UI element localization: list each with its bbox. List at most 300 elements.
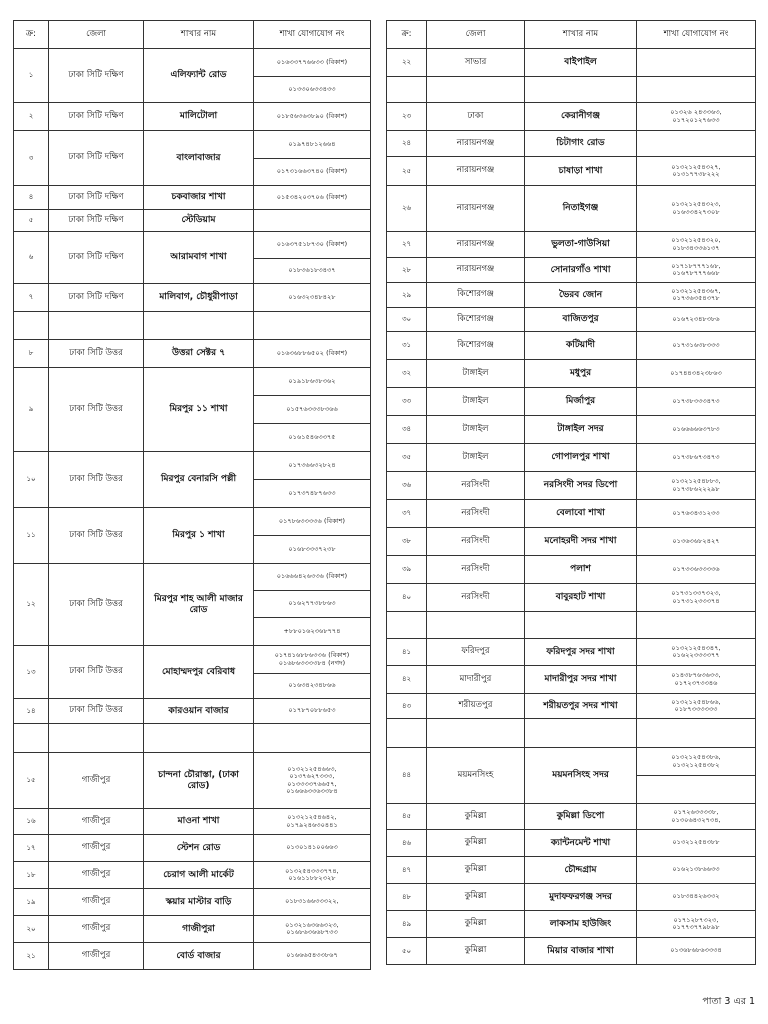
branch-name-cell: স্কয়ার মাস্টার বাড়ি — [144, 889, 254, 916]
phone-number: ০১৭২৩৭৩৩৪৬ — [674, 679, 718, 687]
serial-cell — [14, 724, 49, 753]
phone-number: ০১৭৩৮৬২২২৯৮ — [672, 485, 720, 493]
phone-number: ০১৮৩৬১৮৩৪৩৭ — [288, 267, 336, 275]
page-footer: পাতা 3 এর 1 — [702, 996, 755, 1007]
district-cell: গাজীপুর — [49, 753, 144, 809]
contact-cell — [637, 857, 756, 884]
serial-cell: ৪৮ — [387, 884, 427, 911]
phone-number: ০১৭১২৮৭৩২৩, — [673, 916, 719, 924]
table-row — [14, 49, 371, 77]
table-row — [14, 809, 371, 835]
table-row — [387, 719, 756, 748]
branch-name-cell: পলাশ — [525, 556, 637, 584]
district-cell: নারায়নগঞ্জ — [427, 258, 525, 283]
district-cell — [427, 77, 525, 103]
district-cell: নারায়নগঞ্জ — [427, 186, 525, 232]
branch-name-cell: কেরানীগঞ্জ — [525, 103, 637, 131]
branch-name-cell: চৌদ্দগ্রাম — [525, 857, 637, 884]
contact-cell — [254, 232, 371, 259]
table-row — [14, 284, 371, 312]
serial-cell: ৪ — [14, 186, 49, 210]
phone-number: ০১৩২১২৫৪৩৬৭, — [671, 287, 721, 295]
branch-name-cell: মালিটোলা — [144, 103, 254, 131]
contact-cell — [637, 49, 756, 77]
phone-number: ০১৩২১২৫৪৬৬৩, — [287, 766, 337, 774]
table-row — [387, 556, 756, 584]
branch-name-cell — [525, 612, 637, 639]
serial-cell: ১৪ — [14, 699, 49, 724]
phone-number: ০১৬৩৬৮৮৬৫০২ (বিকাশ) — [276, 349, 348, 357]
branch-name-cell: ক্যান্টনমেন্ট শাখা — [525, 830, 637, 857]
serial-cell: ৩১ — [387, 332, 427, 360]
district-cell: কিশোরগঞ্জ — [427, 332, 525, 360]
contact-cell — [637, 528, 756, 556]
phone-number: ০১৭৮৭০৮৮৬৫৩ — [288, 707, 336, 715]
contact-cell — [637, 884, 756, 911]
district-cell: নরসিংদী — [427, 472, 525, 500]
contact-cell — [637, 666, 756, 694]
phone-number: ০১৩২১২৫৪৩৮২ — [672, 761, 720, 769]
serial-cell: ৪৬ — [387, 830, 427, 857]
serial-cell: ৩২ — [387, 360, 427, 388]
table-row — [387, 584, 756, 612]
branch-name-cell: চিটাগাং রোড — [525, 131, 637, 157]
phone-number: ০১৮৩১৬৬৩৩৩২২, — [285, 898, 339, 906]
phone-number: ০১৬২২৩৩৩৩৭৭ — [672, 652, 720, 659]
table-row — [14, 943, 371, 970]
serial-cell: ১৫ — [14, 753, 49, 809]
serial-cell: ১৭ — [14, 835, 49, 862]
branch-name-cell — [144, 724, 254, 753]
serial-cell: ৫০ — [387, 938, 427, 965]
branch-name-cell: ময়মনসিংহ সদর — [525, 748, 637, 804]
serial-cell: ২৩ — [387, 103, 427, 131]
district-cell: ঢাকা সিটি উত্তর — [49, 508, 144, 564]
table-row — [387, 77, 756, 103]
contact-cell — [637, 472, 756, 500]
table-row — [387, 666, 756, 694]
header-serial: ক্র: — [14, 21, 49, 49]
district-cell — [49, 724, 144, 753]
table-row — [387, 911, 756, 938]
table-row — [387, 258, 756, 283]
contact-cell — [254, 889, 371, 916]
table-row — [387, 186, 756, 232]
branch-name-cell: ফরিদপুর সদর শাখা — [525, 639, 637, 666]
branch-name-cell: স্টেডিয়াম — [144, 210, 254, 232]
district-cell: কুমিল্লা — [427, 804, 525, 830]
district-cell: কুমিল্লা — [427, 884, 525, 911]
district-cell: কিশোরগঞ্জ — [427, 283, 525, 308]
serial-cell: ৮ — [14, 340, 49, 368]
phone-number: ০১৩১৭৭৩৮২২২ — [672, 171, 720, 178]
phone-number: ০১৬৮৬৩৬৬৮৭৩৩ — [286, 929, 338, 936]
contact-cell — [637, 77, 756, 103]
contact-cell — [637, 830, 756, 857]
phone-number: ০১৭৩৭৪৮৭৬৩৩ — [288, 489, 336, 497]
phone-number: ০১৬১১৮৮২৩২৮ — [288, 875, 336, 882]
serial-cell: ৩৩ — [387, 388, 427, 416]
contact-cell — [254, 916, 371, 943]
district-cell: ঢাকা সিটি উত্তর — [49, 699, 144, 724]
district-cell: নরসিংদী — [427, 500, 525, 528]
header-row — [14, 21, 371, 49]
phone-number: ০১৩২১২৫৪৮৬৬, — [671, 698, 721, 706]
contact-cell — [254, 943, 371, 970]
branch-name-cell: বোর্ড বাজার — [144, 943, 254, 970]
table-row — [387, 804, 756, 830]
branch-name-cell: মিরপুর ১ শাখা — [144, 508, 254, 564]
serial-cell: ৩৫ — [387, 444, 427, 472]
branch-table-left — [13, 20, 371, 970]
serial-cell: ৫ — [14, 210, 49, 232]
branch-name-cell: বাইপাইল — [525, 49, 637, 77]
phone-number: ০১৬২৭৭৩৮৮৬৩ — [288, 600, 336, 608]
phone-number: ০১৬৬৬৬৬৩৭৮৩ — [672, 425, 720, 433]
district-cell: নারায়নগঞ্জ — [427, 131, 525, 157]
district-cell: ঢাকা সিটি উত্তর — [49, 368, 144, 452]
contact-cell — [254, 312, 371, 340]
district-cell: কুমিল্লা — [427, 857, 525, 884]
district-cell: গাজীপুর — [49, 916, 144, 943]
contact-cell — [637, 258, 756, 283]
contact-cell — [637, 388, 756, 416]
district-cell: কুমিল্লা — [427, 911, 525, 938]
serial-cell: ৪৭ — [387, 857, 427, 884]
contact-cell — [637, 556, 756, 584]
phone-number: ০১৩০৬৪৩২৭৩৪, — [671, 816, 721, 824]
table-row — [14, 862, 371, 889]
phone-number: ০১৭৯২৪৬৩০৪৪১ — [286, 821, 338, 829]
district-cell: ঢাকা সিটি উত্তর — [49, 564, 144, 646]
serial-cell: ১ — [14, 49, 49, 103]
district-cell: টাঙ্গাইল — [427, 360, 525, 388]
district-cell: টাঙ্গাইল — [427, 388, 525, 416]
district-cell: নারায়নগঞ্জ — [427, 157, 525, 186]
branch-name-cell: মাওনা শাখা — [144, 809, 254, 835]
contact-cell — [254, 724, 371, 753]
contact-cell — [254, 210, 371, 232]
phone-number: ০১৩২১২৫৪৬৪২, — [287, 814, 337, 822]
contact-cell — [637, 157, 756, 186]
phone-number: ০১৬৩৩৭৭৬৬৩৩ (বিকাশ) — [276, 58, 348, 66]
table-row — [14, 646, 371, 674]
contact-cell — [254, 809, 371, 835]
serial-cell: ৩৯ — [387, 556, 427, 584]
phone-number: ০১৭৩৩৬৩৩৩৩৬ — [672, 565, 720, 573]
serial-cell: ২০ — [14, 916, 49, 943]
contact-cell — [637, 308, 756, 332]
phone-number: ০১৮৩৪৩৩৬১৩৭ — [672, 244, 720, 252]
contact-cell — [254, 862, 371, 889]
contact-cell — [637, 612, 756, 639]
phone-number: ০১৭৩১৬৩৮৩৩৩ — [672, 341, 720, 349]
contact-cell — [254, 284, 371, 312]
phone-number: ০১৬৭২৩৪৮৩৮৬ — [672, 315, 720, 323]
phone-number: ০১৭৩১২৩৩৩৭৪ — [672, 597, 720, 605]
branch-name-cell: চকবাজার শাখা — [144, 186, 254, 210]
phone-number: ০১৩০১৪১০০৬৬৩ — [286, 844, 338, 852]
branch-name-cell: কারওয়ান বাজার — [144, 699, 254, 724]
serial-cell: ৬ — [14, 232, 49, 284]
table-row — [14, 312, 371, 340]
phone-number: ০১৮৫৬৩৬৩৮৯০ (বিকাশ) — [276, 112, 348, 120]
table-row — [14, 564, 371, 591]
contact-cell — [254, 424, 371, 452]
phone-number: ০১৩২৫৪৩৩৩৭৭৪, — [285, 867, 339, 875]
district-cell: নরসিংদী — [427, 584, 525, 612]
phone-number: ০১৮৭৩৩৩৩৩৩ — [674, 706, 718, 713]
table-row — [387, 884, 756, 911]
serial-cell: ৩৬ — [387, 472, 427, 500]
phone-number: ০১৬৩৭৫১৮৭৩০ (বিকাশ) — [276, 241, 348, 249]
phone-number: ০১৮৩৪৪২৬৩৩২ — [672, 893, 720, 901]
contact-cell — [254, 646, 371, 674]
phone-number: ০১৭৩৮৩৩৩৪৭৩ — [672, 397, 720, 405]
district-cell: ঢাকা সিটি দক্ষিণ — [49, 284, 144, 312]
header-serial: ক্র: — [387, 21, 427, 49]
branch-name-cell: গোপালপুর শাখা — [525, 444, 637, 472]
district-cell: মাদারীপুর — [427, 666, 525, 694]
contact-cell — [637, 500, 756, 528]
serial-cell: ১৯ — [14, 889, 49, 916]
contact-cell — [254, 536, 371, 564]
branch-name-cell: উত্তরা সেক্টর ৭ — [144, 340, 254, 368]
phone-number: ০১৩৬৮৬৮৬৩৩৩৪ — [670, 947, 722, 955]
branch-name-cell: মিরপুর বেনারসি পল্লী — [144, 452, 254, 508]
phone-number: ০১৬৬৬৫৪৩৩৮৬৭ — [286, 952, 338, 960]
branch-name-cell: মাদারীপুর সদর শাখা — [525, 666, 637, 694]
contact-cell — [254, 618, 371, 646]
phone-number: ০১৬৩২৩৪৮৪২৮ — [288, 293, 336, 301]
serial-cell: ৩৪ — [387, 416, 427, 444]
table-row — [387, 472, 756, 500]
phone-number: ০১৭২০১২৭৬৩৩ — [672, 116, 720, 124]
branch-name-cell: মিরপুর শাহ আলী মাজার রোড — [144, 564, 254, 646]
table-row — [14, 340, 371, 368]
phone-number: ০১৩২৬ ২৪৩৩৬৩, — [670, 109, 722, 117]
phone-number: ০১৭৩১৩৩৭৩২৩, — [671, 590, 721, 598]
branch-name-cell: টাঙ্গাইল সদর — [525, 416, 637, 444]
phone-number: ০১৬২১৩৮৬৬৩৩ — [672, 866, 720, 874]
contact-cell — [637, 719, 756, 748]
serial-cell: ৪৫ — [387, 804, 427, 830]
contact-cell — [637, 332, 756, 360]
district-cell: সাভার — [427, 49, 525, 77]
serial-cell: ৩০ — [387, 308, 427, 332]
serial-cell: ২৪ — [387, 131, 427, 157]
contact-cell — [254, 186, 371, 210]
header-contact: শাখা যোগাযোগ নং — [254, 21, 371, 49]
branch-name-cell: বেলাবো শাখা — [525, 500, 637, 528]
branch-name-cell: চান্দনা চৌরাস্তা, (ঢাকা রোড) — [144, 753, 254, 809]
serial-cell: ৭ — [14, 284, 49, 312]
contact-cell — [637, 416, 756, 444]
table-row — [387, 360, 756, 388]
contact-cell — [637, 444, 756, 472]
table-row — [387, 748, 756, 776]
district-cell — [427, 612, 525, 639]
serial-cell: ৪০ — [387, 584, 427, 612]
header-branch: শাখার নাম — [525, 21, 637, 49]
serial-cell: ৪৪ — [387, 748, 427, 804]
phone-number: ০১৩২১২৫৪৩৮৬, — [671, 754, 721, 762]
serial-cell: ১৮ — [14, 862, 49, 889]
contact-cell — [254, 368, 371, 396]
contact-cell — [637, 584, 756, 612]
table-row — [14, 232, 371, 259]
district-cell: নরসিংদী — [427, 528, 525, 556]
table-row — [14, 508, 371, 536]
contact-cell — [254, 103, 371, 131]
table-row — [387, 639, 756, 666]
phone-number: ০১৪৩৮৭৬৩৬৩৩, — [671, 672, 721, 680]
phone-number: ০১৩৭৬২৭৩৩৩, — [289, 773, 335, 781]
serial-cell: ৯ — [14, 368, 49, 452]
contact-cell — [637, 639, 756, 666]
table-row — [14, 103, 371, 131]
phone-number: ০১৩২১৬৩৬৬৩২৩, — [285, 921, 339, 929]
branch-name-cell: মধুপুর — [525, 360, 637, 388]
serial-cell: ৪২ — [387, 666, 427, 694]
serial-cell: ২৯ — [387, 283, 427, 308]
contact-cell — [254, 77, 371, 103]
phone-number: ০১৩৩০৬৩৩৪৩৩ — [288, 85, 336, 93]
branch-name-cell: বাংলাবাজার — [144, 131, 254, 186]
branch-name-cell — [144, 312, 254, 340]
district-cell: কুমিল্লা — [427, 938, 525, 965]
district-cell: ময়মনসিংহ — [427, 748, 525, 804]
branch-name-cell: আরামবাগ শাখা — [144, 232, 254, 284]
district-cell: ফরিদপুর — [427, 639, 525, 666]
serial-cell — [387, 612, 427, 639]
contact-cell — [254, 259, 371, 284]
table-row — [14, 889, 371, 916]
serial-cell: ২৫ — [387, 157, 427, 186]
branch-name-cell: শরীয়তপুর সদর শাখা — [525, 694, 637, 719]
district-cell: শরীয়তপুর — [427, 694, 525, 719]
phone-number: ০১৯১৮৬৩৮৩৬২ — [288, 377, 336, 385]
branch-name-cell — [525, 77, 637, 103]
table-row — [14, 186, 371, 210]
contact-cell — [254, 674, 371, 699]
district-cell: ঢাকা সিটি দক্ষিণ — [49, 103, 144, 131]
district-cell: নারায়নগঞ্জ — [427, 232, 525, 258]
serial-cell: ৪১ — [387, 639, 427, 666]
table-row — [387, 308, 756, 332]
branch-name-cell: স্টেশন রোড — [144, 835, 254, 862]
phone-number: ০১৭৬৩৪৩১২৩৩ — [672, 509, 720, 517]
phone-number: ০১৬৮৬৩৩৩৩৮৪ (নগদ) — [278, 659, 346, 667]
contact-cell — [254, 452, 371, 480]
phone-number: ০১৯৭৪৮১২৬৬৪ — [288, 140, 336, 148]
phone-number: ০১৩২১২৫৪৩২৩, — [671, 201, 721, 209]
contact-cell — [637, 232, 756, 258]
table-row — [387, 232, 756, 258]
serial-cell: ৪৯ — [387, 911, 427, 938]
table-row — [14, 452, 371, 480]
branch-name-cell: লাকসাম হাউজিং — [525, 911, 637, 938]
table-row — [14, 210, 371, 232]
phone-number: ০১৭৩৬৩৫৪৩৭৮ — [672, 295, 720, 302]
branch-name-cell — [525, 719, 637, 748]
phone-number: ০১৬৬৬৪২৬৩৩৬ (বিকাশ) — [276, 573, 348, 581]
branch-name-cell: মুদাফফরগঞ্জ সদর — [525, 884, 637, 911]
table-row — [14, 699, 371, 724]
district-cell — [49, 312, 144, 340]
serial-cell: ১২ — [14, 564, 49, 646]
district-cell: গাজীপুর — [49, 835, 144, 862]
table-row — [387, 388, 756, 416]
branch-name-cell: কটিয়াদী — [525, 332, 637, 360]
serial-cell: ২ — [14, 103, 49, 131]
serial-cell: ১০ — [14, 452, 49, 508]
branch-name-cell: বাজিতপুর — [525, 308, 637, 332]
branch-name-cell: মির্জাপুর — [525, 388, 637, 416]
serial-cell — [14, 312, 49, 340]
header-contact: শাখা যোগাযোগ নং — [637, 21, 756, 49]
branch-name-cell: চেরাগ আলী মার্কেট — [144, 862, 254, 889]
phone-number: ০১৭৩১৬৬৩৭৪০ (বিকাশ) — [276, 168, 348, 176]
contact-cell — [637, 776, 756, 804]
branch-name-cell: সোনারগাঁও শাখা — [525, 258, 637, 283]
serial-cell: ১৬ — [14, 809, 49, 835]
district-cell: ঢাকা সিটি দক্ষিণ — [49, 186, 144, 210]
contact-cell — [254, 480, 371, 508]
contact-cell — [254, 564, 371, 591]
table-row — [387, 612, 756, 639]
branch-name-cell: মনোহরদী সদর শাখা — [525, 528, 637, 556]
phone-number: ০১৬১৫৪৬৩৩৭৫ — [288, 433, 336, 441]
branch-name-cell: নরসিংদী সদর ডিপো — [525, 472, 637, 500]
serial-cell: ৩৮ — [387, 528, 427, 556]
contact-cell — [254, 591, 371, 618]
table-row — [14, 131, 371, 159]
table-row — [14, 724, 371, 753]
phone-number: ০১৬৩৪২৩৪৮৬৬ — [288, 682, 336, 690]
table-row — [387, 416, 756, 444]
header-row — [387, 21, 756, 49]
phone-number: ০১৭৩৬৬৩২৮২৪ — [288, 461, 336, 469]
serial-cell: ৩৭ — [387, 500, 427, 528]
serial-cell: ১১ — [14, 508, 49, 564]
contact-cell — [637, 283, 756, 308]
table-row — [14, 753, 371, 809]
table-row — [387, 283, 756, 308]
phone-number: ০১৬৮৩৩৩৭২৩৮ — [288, 545, 336, 553]
branch-name-cell: ভৈরব জোন — [525, 283, 637, 308]
serial-cell: ২২ — [387, 49, 427, 77]
table-row — [387, 500, 756, 528]
table-row — [387, 830, 756, 857]
phone-number: ০১৩২১২৫৪৩৮৮ — [672, 839, 720, 847]
contact-cell — [637, 938, 756, 965]
phone-number: ০১৭৮৬৩৩৩৩৬ (বিকাশ) — [278, 517, 346, 525]
table-row — [387, 444, 756, 472]
district-cell: গাজীপুর — [49, 889, 144, 916]
district-cell: ঢাকা সিটি দক্ষিণ — [49, 232, 144, 284]
district-cell: গাজীপুর — [49, 943, 144, 970]
contact-cell — [254, 699, 371, 724]
district-cell: ঢাকা সিটি দক্ষিণ — [49, 131, 144, 186]
table-row — [387, 49, 756, 77]
phone-number: ০১৩২১২৫৪৩২০, — [671, 237, 721, 245]
district-cell: ঢাকা সিটি উত্তর — [49, 340, 144, 368]
header-district: জেলা — [49, 21, 144, 49]
contact-cell — [637, 103, 756, 131]
branch-name-cell: ভুলতা-গাউসিয়া — [525, 232, 637, 258]
district-cell: গাজীপুর — [49, 862, 144, 889]
